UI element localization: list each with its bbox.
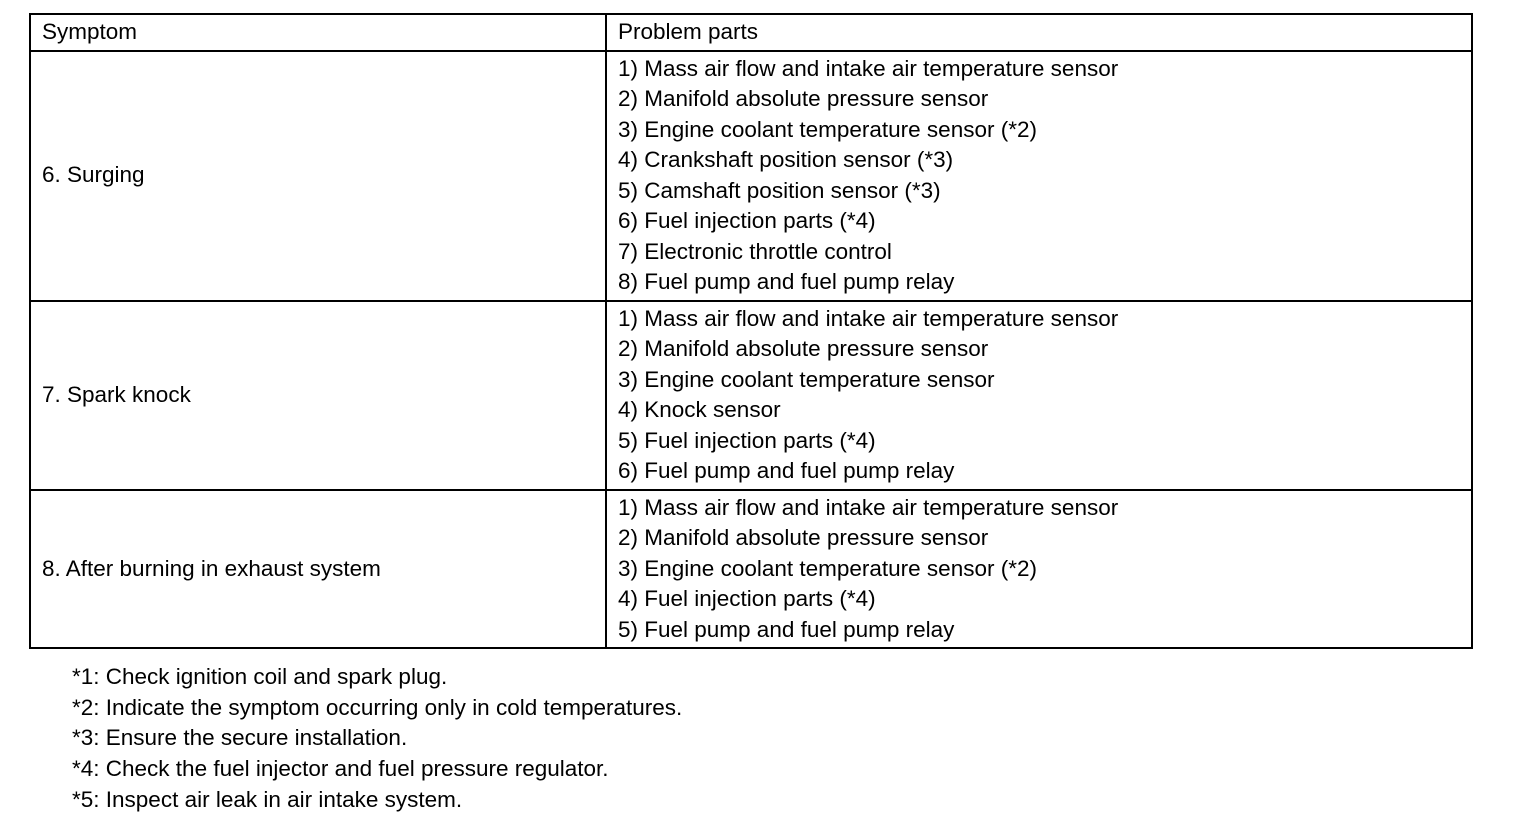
symptom-cell <box>30 490 606 649</box>
list-item: 3) Engine coolant temperature sensor <box>618 366 995 392</box>
list-item: 3) Engine coolant temperature sensor (*2) <box>618 116 1037 142</box>
footnote: *3: Ensure the secure installation. <box>72 725 408 751</box>
footnotes <box>72 662 682 816</box>
header-parts-cell <box>606 14 1472 51</box>
list-item: 5) Camshaft position sensor (*3) <box>618 177 941 203</box>
list-item: 1) Mass air flow and intake air temperature sensor <box>618 494 1119 520</box>
symptom-label: 6. Surging <box>42 162 145 188</box>
list-item: 7) Electronic throttle control <box>618 238 892 264</box>
list-item: 6) Fuel pump and fuel pump relay <box>618 458 955 483</box>
table-row <box>30 301 1472 490</box>
symptom-cell <box>30 301 606 490</box>
table-header-row <box>30 14 1472 51</box>
list-item: 2) Manifold absolute pressure sensor <box>618 525 989 550</box>
list-item: 5) Fuel pump and fuel pump relay <box>618 616 955 642</box>
problem-parts-list <box>618 54 1460 298</box>
list-item: 1) Mass air flow and intake air temperature sensor <box>618 55 1119 81</box>
header-problem-parts: Problem parts <box>618 19 759 44</box>
footnote: *5: Inspect air leak in air intake system. <box>72 786 463 812</box>
list-item: 2) Manifold absolute pressure sensor <box>618 86 989 111</box>
problem-parts-list <box>618 493 1460 646</box>
table-row <box>30 490 1472 649</box>
footnote: *2: Indicate the symptom occurring only in cold temperatures. <box>72 694 683 720</box>
problem-parts-cell <box>606 301 1472 490</box>
list-item: 4) Crankshaft position sensor (*3) <box>618 147 954 172</box>
header-symptom: Symptom <box>42 19 138 44</box>
symptom-label: 7. Spark knock <box>42 381 191 407</box>
footnote: *1: Check ignition coil and spark plug. <box>72 664 448 689</box>
symptom-parts-table <box>29 13 1473 649</box>
list-item: 3) Engine coolant temperature sensor (*2) <box>618 555 1037 581</box>
list-item: 2) Manifold absolute pressure sensor <box>618 336 989 361</box>
list-item: 5) Fuel injection parts (*4) <box>618 427 876 453</box>
problem-parts-list <box>618 304 1460 487</box>
problem-parts-cell <box>606 490 1472 649</box>
header-symptom-cell <box>30 14 606 51</box>
table-row <box>30 51 1472 301</box>
symptom-cell <box>30 51 606 301</box>
list-item: 4) Knock sensor <box>618 397 781 422</box>
list-item: 4) Fuel injection parts (*4) <box>618 586 876 611</box>
list-item: 6) Fuel injection parts (*4) <box>618 208 876 233</box>
list-item: 1) Mass air flow and intake air temperature sensor <box>618 305 1119 331</box>
symptom-table-container <box>29 13 1471 649</box>
problem-parts-cell <box>606 51 1472 301</box>
symptom-label: 8. After burning in exhaust system <box>42 555 381 581</box>
footnote: *4: Check the fuel injector and fuel pressure regulator. <box>72 756 609 782</box>
list-item: 8) Fuel pump and fuel pump relay <box>618 269 955 294</box>
